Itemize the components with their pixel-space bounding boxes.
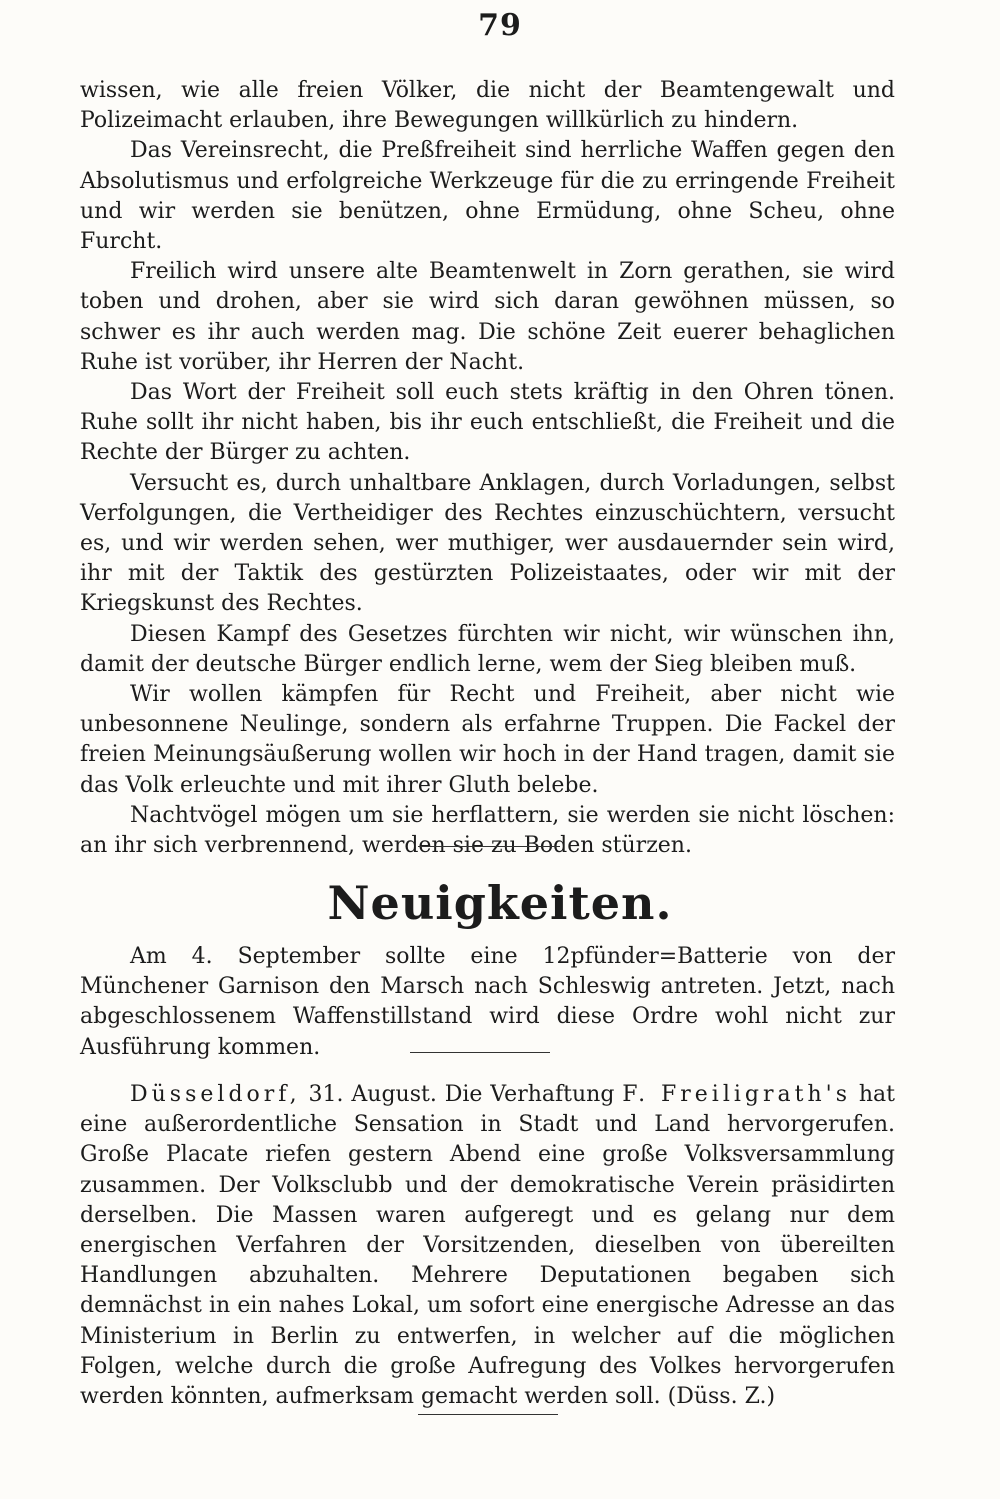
paragraph: Am 4. September sollte eine 12pfünder=Batterie von der Münchener Garnison den Marsch nach Schleswig antreten. Jetzt, nach abgeschlossenem Waffenstillstand wird diese Ordre wohl nicht zur Ausführung kommen. [80,944,895,1060]
end-divider [418,1414,558,1415]
date: 31. August. [308,1082,437,1107]
paragraph: Nachtvögel mögen um sie herflattern, sie werden sie nicht löschen: an ihr sich verbrennend, werden sie zu Boden stürzen. [80,802,895,859]
paragraph: Versucht es, durch unhaltbare Anklagen, durch Vorladungen, selbst Verfolgungen, die Vertheidiger des Rechtes einzuschüchtern, versucht es, und wir werden sehen, wer muthiger, wer ausdauernder sein wird, ihr mit der Taktik des gestürzten Polizeistaates, oder wir mit der Kriegskunst des Rechtes. [80,470,895,617]
paragraph: Diesen Kampf des Gesetzes fürchten wir nicht, wir wünschen ihn, damit der deutsche Bürger endlich lerne, wem der Sieg bleiben muß. [80,621,895,677]
paragraph [80,1080,895,1412]
paragraph: Das Wort der Freiheit soll euch stets kräftig in den Ohren tönen. Ruhe sollt ihr nicht haben, bis ihr euch entschließt, die Freiheit und die Rechte der Bürger zu achten. [80,380,895,466]
text-run: Die Verhaftung [444,1082,615,1107]
paragraph: Das Vereinsrecht, die Preßfreiheit sind herrliche Waffen gegen den Absolutismus und erfolgreiche Werkzeuge für die zu erringende Freiheit und wir werden sie benützen, ohne Ermüdung, ohne Scheu, ohne Furcht. [80,138,895,255]
news-item-duesseldorf [80,1080,895,1412]
paragraph: Freilich wird unsere alte Beamtenwelt in Zorn gerathen, sie wird toben und drohen, aber sie wird sich daran gewöhnen müssen, so schwer es ihr auch werden mag. Die schöne Zeit euerer behaglichen Ruhe ist vorüber, ihr Herren der Nacht. [80,259,895,375]
news-divider [410,1052,550,1053]
paragraph: Wir wollen kämpfen für Recht und Freiheit, aber nicht wie unbesonnene Neulinge, sondern als erfahrne Truppen. Die Fackel der freien Meinungsäußerung wollen wir hoch in der Hand tragen, damit sie das Volk erleuchte und mit ihrer Gluth belebe. [80,682,895,798]
article-body [80,76,895,861]
dateline: Düsseldorf, [130,1082,301,1107]
person-name: F. Freiligrath's [622,1082,851,1107]
paragraph: wissen, wie alle freien Völker, die nicht der Beamtengewalt und Polizeimacht erlauben, ihre Bewegungen willkürlich zu hindern. [80,78,895,134]
section-heading: Neuigkeiten. [327,876,673,930]
section-divider [418,846,560,847]
news-item-batterie [80,942,895,1063]
text-run: hat eine außerordentliche Sensation in Stadt und Land hervorgerufen. Große Placate riefen gestern Abend eine große Volksversammlung zusammen. Der Volksclubb und der demokratische Verein präsidirten derselben. Die Massen waren aufgeregt und es gelang nur dem energischen Verfahren der Vorsitzenden, dieselben von übereilten Handlungen abzuhalten. Mehrere Deputationen begaben sich demnächst in ein nahes Lokal, um sofort eine energische Adresse an das Ministerium in Berlin zu entwerfen, in welcher auf die möglichen Folgen, welche durch die große Aufregung des Volkes hervorgerufen werden könnten, aufmerksam gemacht werden soll. [80,1082,896,1410]
source-citation: (Düss. Z.) [667,1384,776,1410]
page-number: 79 [478,8,522,43]
